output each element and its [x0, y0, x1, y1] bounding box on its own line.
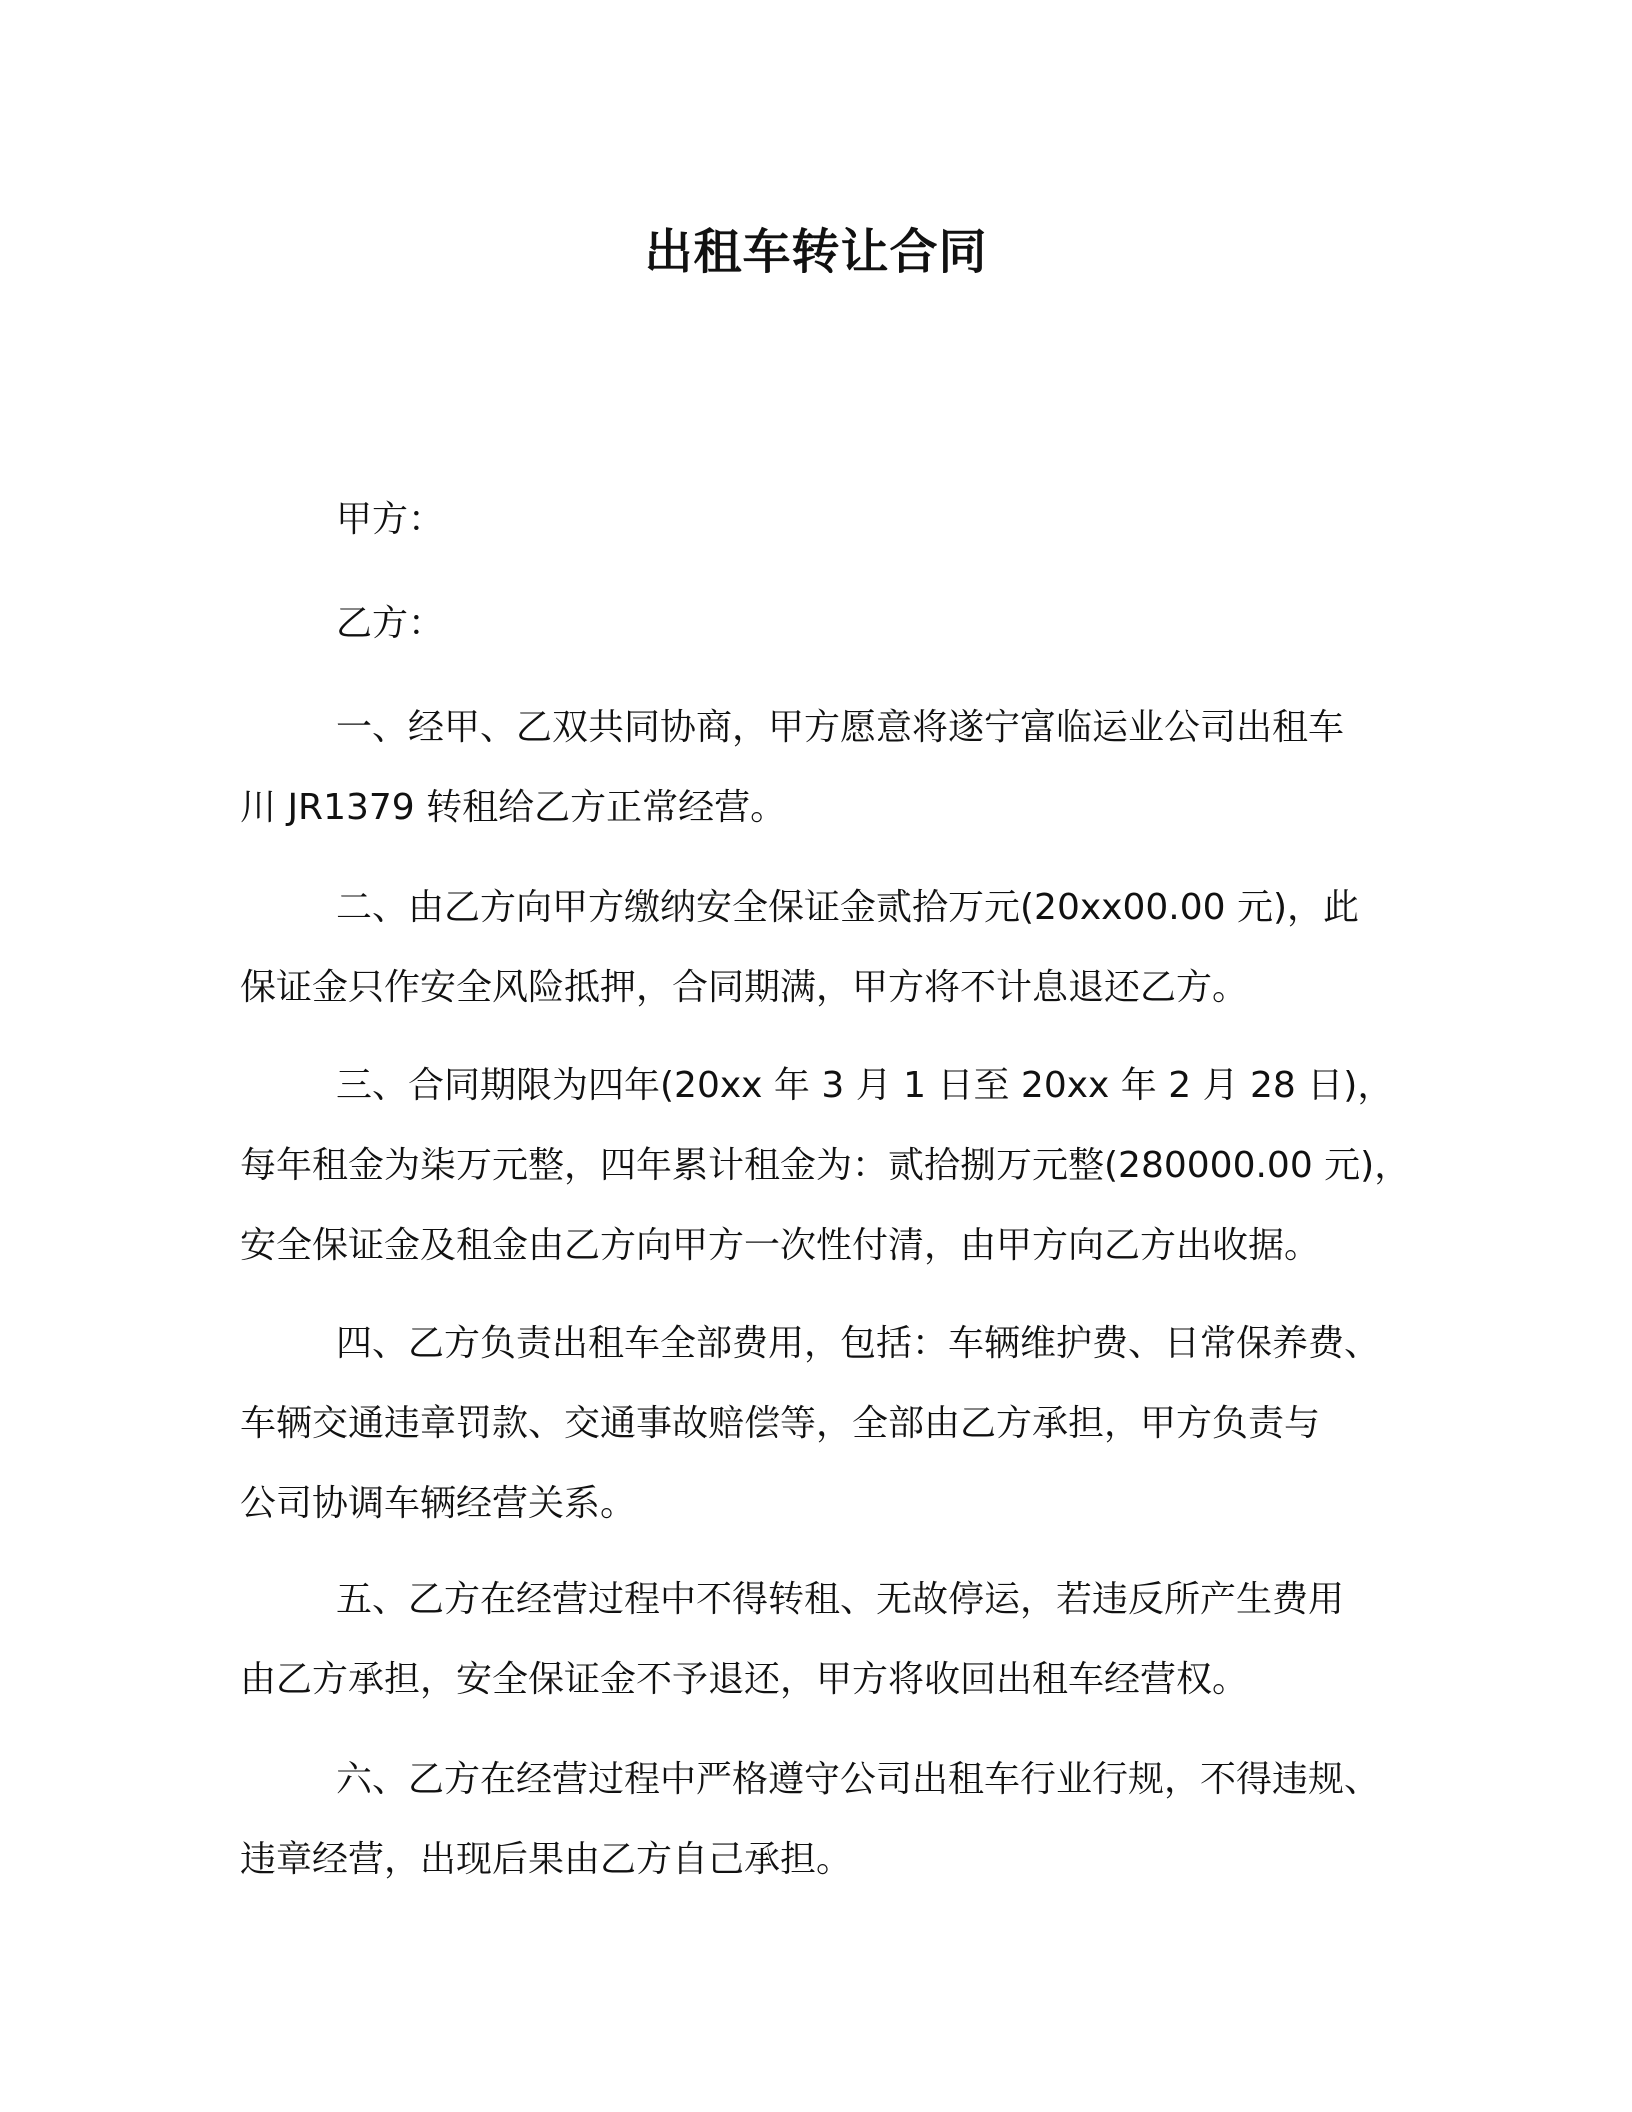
clause-1 [240, 688, 1410, 848]
clause-3-line-2: 每年租金为柒万元整，四年累计租金为：贰拾捌万元整(280000.00 元)， [240, 1145, 1411, 1186]
document-title: 出租车转让合同 [644, 224, 988, 280]
clause-6 [240, 1740, 1410, 1900]
party-b [336, 600, 444, 648]
clause-5 [240, 1560, 1410, 1720]
clause-1-line-1: 一、经甲、乙双共同协商，甲方愿意将遂宁富临运业公司出租车 [336, 707, 1345, 748]
clause-3-line-3: 安全保证金及租金由乙方向甲方一次性付清，由甲方向乙方出收据。 [240, 1225, 1321, 1266]
clause-6-line-1: 六、乙方在经营过程中严格遵守公司出租车行业行规，不得违规、 [336, 1759, 1381, 1800]
clause-5-line-2: 由乙方承担，安全保证金不予退还，甲方将收回出租车经营权。 [240, 1659, 1249, 1700]
clause-3-line-1: 三、合同期限为四年(20xx 年 3 月 1 日至 20xx 年 2 月 28 日)， [336, 1065, 1394, 1106]
clause-2-line-1: 二、由乙方向甲方缴纳安全保证金贰拾万元(20xx00.00 元)，此 [336, 887, 1360, 928]
clause-1-line-2: 川 JR1379 转租给乙方正常经营。 [240, 787, 787, 828]
party-b-label: 乙方： [336, 603, 445, 644]
clause-2 [240, 868, 1410, 1028]
clause-3 [240, 1046, 1410, 1286]
clause-6-line-2: 违章经营，出现后果由乙方自己承担。 [240, 1839, 853, 1880]
clause-4-line-2: 车辆交通违章罚款、交通事故赔偿等，全部由乙方承担，甲方负责与 [240, 1403, 1321, 1444]
party-a [336, 496, 444, 544]
clause-5-line-1: 五、乙方在经营过程中不得转租、无故停运，若违反所产生费用 [336, 1579, 1345, 1620]
clause-2-line-2: 保证金只作安全风险抵押，合同期满，甲方将不计息退还乙方。 [240, 967, 1249, 1008]
party-a-label: 甲方： [336, 499, 445, 540]
clause-4 [240, 1304, 1410, 1544]
clause-4-line-3: 公司协调车辆经营关系。 [240, 1483, 637, 1524]
clause-4-line-1: 四、乙方负责出租车全部费用，包括：车辆维护费、日常保养费、 [336, 1323, 1381, 1364]
